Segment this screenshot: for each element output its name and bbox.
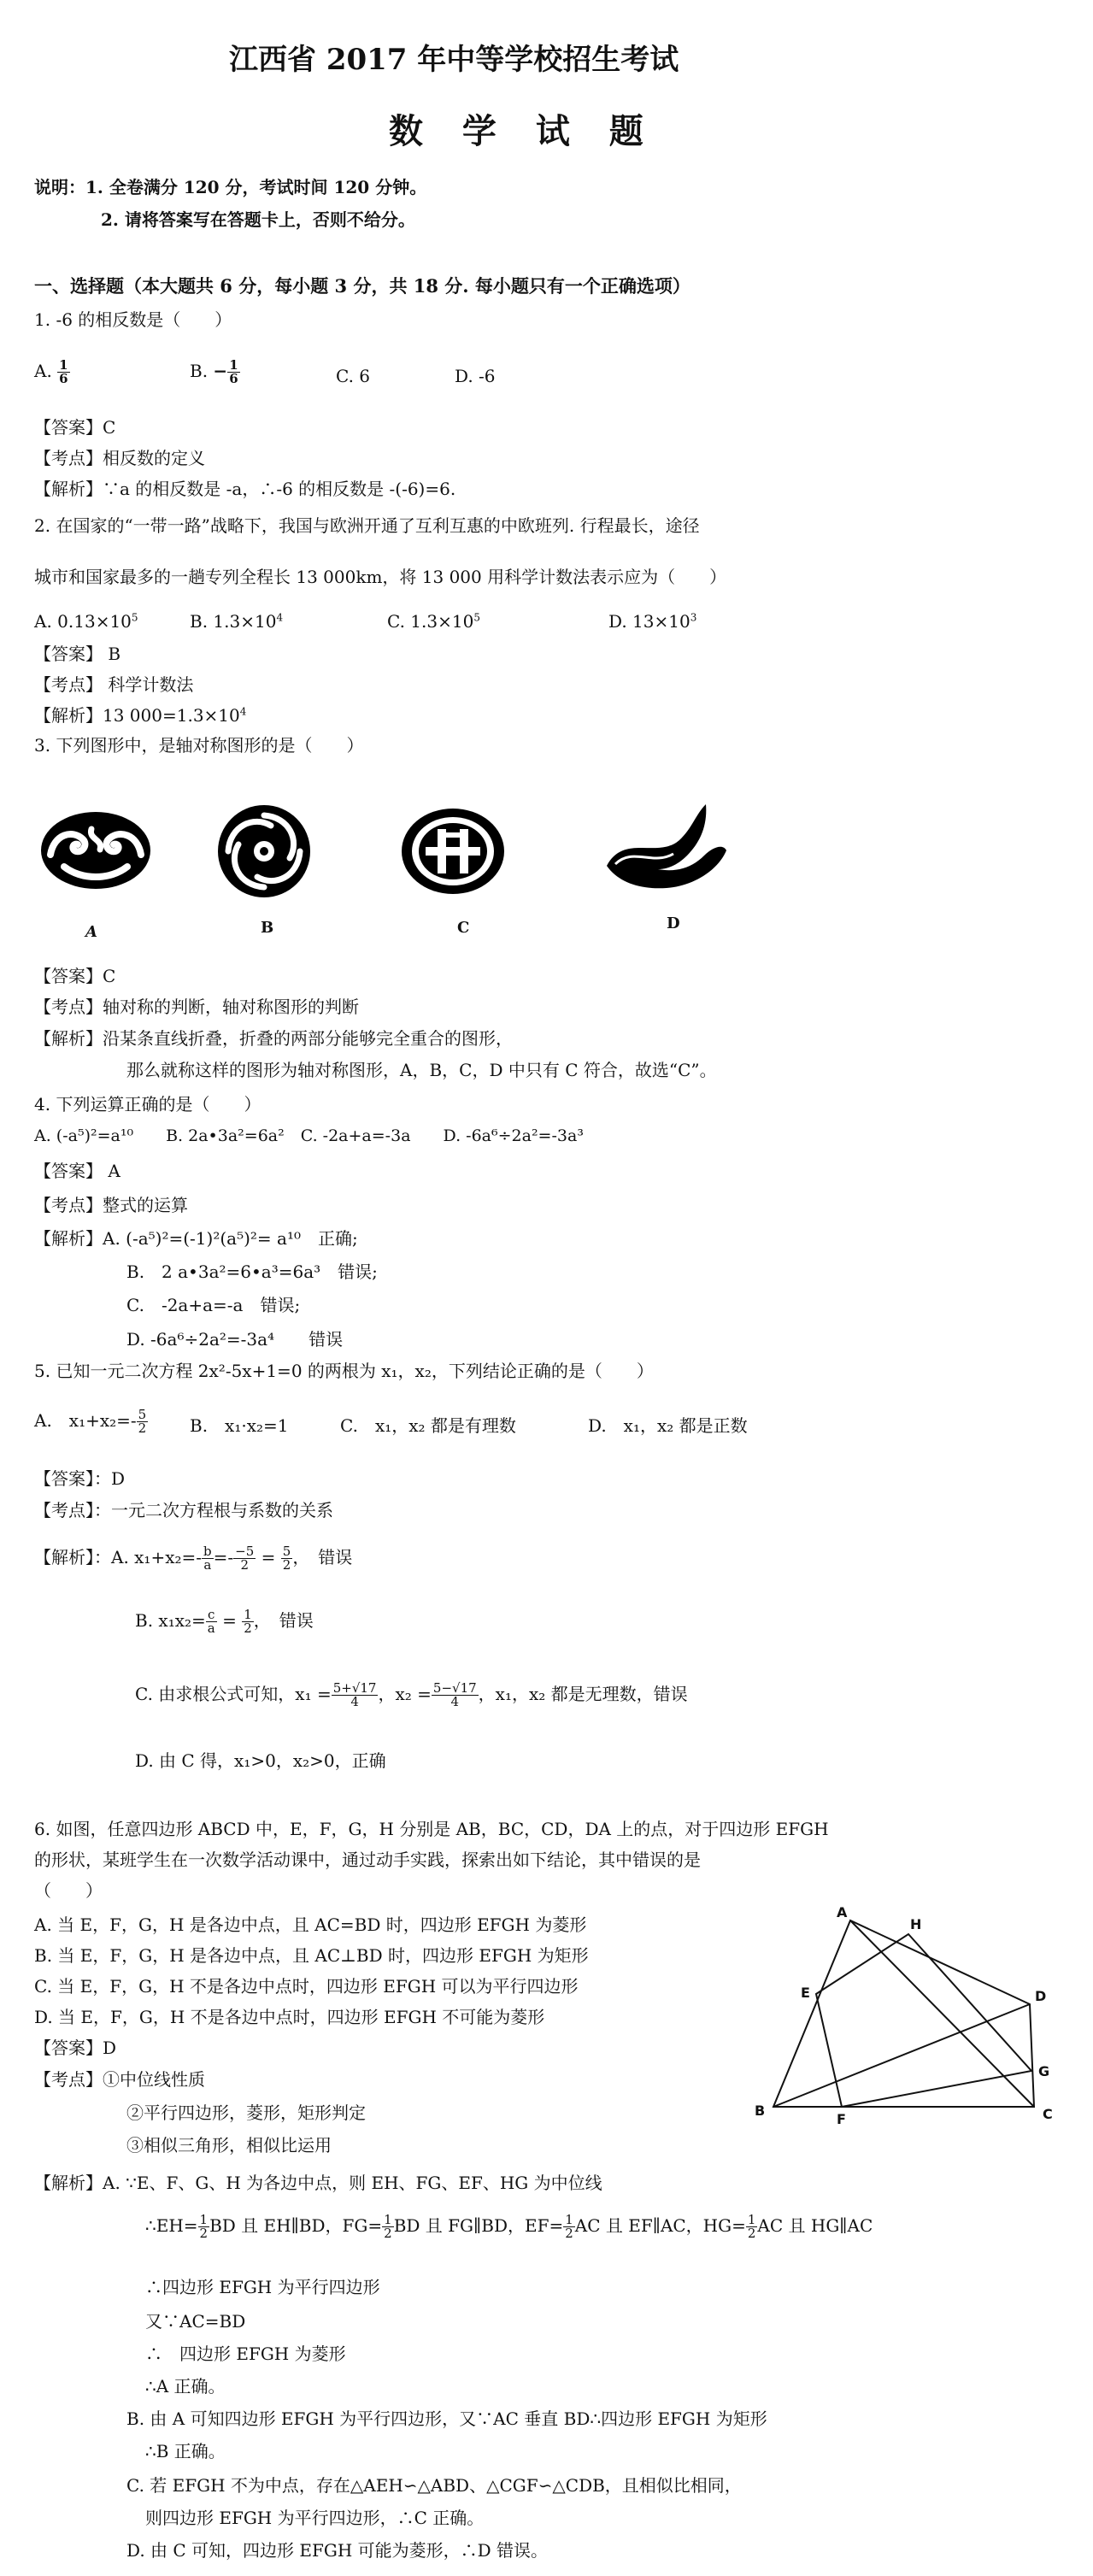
q6-analysis-3: ∴四边形 EFGH 为平行四边形 [145, 2277, 380, 2297]
q6-analysis-5: ∴ 四边形 EFGH 为菱形 [145, 2344, 346, 2364]
q1-option-a: A. $\frac{1}{6}$ [34, 357, 68, 386]
q4-analysis-b: B. 2 a•3a²=6•a³=6a³ 错误; [126, 1262, 378, 1282]
q5-analysis-c: C. 由求根公式可知，x₁ = $\frac{5+√17}{4}$ ，x₂ = $\frac{5-√17}{4}$ ，x₁，x₂ 都是无理数，错误 [135, 1680, 688, 1709]
q6-stem-1: 6. 如图，任意四边形 ABCD 中，E，F，G，H 分别是 AB，BC，CD，DA 上的点，对于四边形 EFGH [34, 1819, 829, 1839]
q2-answer: 【答案】 B [34, 644, 121, 664]
q6-analysis-b2: ∴B 正确。 [145, 2441, 226, 2461]
label-f: F [837, 2111, 846, 2127]
q6-option-d: D. 当 E，F，G，H 不是各边中点时，四边形 EFGH 不可能为菱形 [34, 2007, 545, 2027]
q4-analysis-d: D. -6a⁶÷2a²=-3a⁴ 错误 [126, 1329, 344, 1350]
q6-analysis-c1: C. 若 EFGH 不为中点，存在△AEH∽△ABD、△CGF∽△CDB，且相似比相同， [126, 2475, 742, 2496]
q6-stem-3: （ ） [34, 1880, 103, 1901]
q6-analysis-c2: 则四边形 EFGH 为平行四边形，∴C 正确。 [145, 2508, 485, 2528]
q5-option-c: C. x₁，x₂ 都是有理数 [340, 1415, 516, 1436]
q2-option-d: D. $13\times 10^3$ [608, 611, 697, 632]
q4-options: A. (-a⁵)²=a¹⁰ B. 2a•3a²=6a² C. -2a+a=-3a D. -6a⁶÷2a²=-3a³ [34, 1126, 584, 1145]
q5-analysis-b: B. x₁x₂= $\frac{c}{a}$ = $\frac{1}{2}$ ， 错误 [135, 1607, 314, 1636]
q5-stem: 5. 已知一元二次方程 2x²-5x+1=0 的两根为 x₁，x₂，下列结论正确的是（ ） [34, 1361, 654, 1381]
q6-analysis-4: 又∵AC=BD [145, 2311, 246, 2332]
q1-option-d: D. -6 [455, 366, 496, 386]
label-d: D [1035, 1988, 1047, 2004]
diagonal-bd [773, 2004, 1030, 2107]
logo-a-icon [38, 810, 154, 904]
logo-c-icon [400, 807, 506, 896]
q3-analysis-2: 那么就称这样的图形为轴对称图形，A，B，C，D 中只有 C 符合，故选“C”。 [126, 1060, 717, 1080]
q1-answer: 【答案】C [34, 417, 116, 438]
label-a: A [837, 1904, 848, 1920]
quadrilateral-abcd [773, 1920, 1034, 2107]
q6-analysis-2: ∴EH= $\frac{1}{2}$ BD 且 EH∥BD，FG= $\frac{1}{2}$ BD 且 FG∥BD，EF= $\frac{1}{2}$ AC 且 EF∥AC，HG= $\frac{1}{2}$ AC 且 HG∥AC [145, 2212, 873, 2241]
q6-stem-2: 的形状，某班学生在一次数学活动课中，通过动手实践，探索出如下结论，其中错误的是 [34, 1850, 701, 1870]
q6-point-3: ③相似三角形，相似比运用 [126, 2135, 332, 2155]
q4-stem: 4. 下列运算正确的是（ ） [34, 1094, 261, 1115]
exam-title: 江西省 2017 年中等学校招生考试 [229, 43, 679, 77]
q2-option-a: A. $0.13\times 10^5$ [34, 611, 138, 632]
logo-d-icon [598, 799, 731, 897]
label-g: G [1038, 2063, 1050, 2079]
q3-label-c: C [457, 919, 470, 937]
q5-point: 【考点】：一元二次方程根与系数的关系 [34, 1500, 333, 1520]
q1-option-b: B. − $\frac{1}{6}$ [190, 357, 238, 386]
q2-point: 【考点】 科学计数法 [34, 674, 194, 695]
quadrilateral-figure [748, 1902, 1072, 2128]
q5-analysis-a: 【解析】：A. x₁+x₂=- $\frac{b}{a}$ =- $\frac{-5}{2}$ = $\frac{5}{2}$ ， 错误 [34, 1544, 353, 1573]
q6-analysis-d: D. 由 C 可知，四边形 EFGH 可能为菱形，∴D 错误。 [126, 2540, 549, 2561]
quadrilateral-efgh [816, 1934, 1031, 2107]
q5-option-b: B. x₁·x₂=1 [190, 1415, 289, 1436]
q4-point: 【考点】整式的运算 [34, 1195, 188, 1215]
notes-line-2: 2. 请将答案写在答题卡上，否则不给分。 [101, 209, 415, 230]
q2-option-b: B. $1.3\times 10^4$ [190, 611, 284, 632]
q4-answer: 【答案】 A [34, 1161, 120, 1181]
q1-option-c: C. 6 [336, 366, 371, 386]
notes-line-1: 1. 全卷满分 120 分，考试时间 120 分钟。 [85, 177, 427, 197]
q5-answer: 【答案】：D [34, 1468, 126, 1489]
q4-analysis-c: C. -2a+a=-a 错误; [126, 1295, 301, 1315]
q1-point: 【考点】相反数的定义 [34, 448, 205, 468]
q3-analysis-1: 【解析】沿某条直线折叠，折叠的两部分能够完全重合的图形， [34, 1028, 513, 1049]
label-b: B [755, 2103, 766, 2119]
q3-stem: 3. 下列图形中，是轴对称图形的是（ ） [34, 735, 364, 756]
q6-point-1: 【考点】①中位线性质 [34, 2069, 205, 2090]
q4-analysis-a: 【解析】A. (-a⁵)²=(-1)²(a⁵)²= a¹⁰ 正确; [34, 1228, 358, 1249]
q6-answer: 【答案】D [34, 2038, 117, 2058]
q5-analysis-d: D. 由 C 得，x₁>0，x₂>0，正确 [135, 1750, 386, 1771]
q6-analysis-1: 【解析】A. ∵E、F、G、H 为各边中点，则 EH、FG、EF、HG 为中位线 [34, 2173, 602, 2193]
q3-label-b: B [261, 919, 274, 937]
label-c: C [1043, 2106, 1053, 2122]
notes-label: 说明： [34, 177, 85, 197]
q6-option-a: A. 当 E，F，G，H 是各边中点，且 AC=BD 时，四边形 EFGH 为菱形 [34, 1914, 587, 1935]
q1-analysis: 【解析】∵a 的相反数是 -a，∴-6 的相反数是 -(-6)=6. [34, 479, 456, 499]
q5-option-a: A. x₁+x₂=- $\frac{5}{2}$ [34, 1407, 147, 1436]
q3-point: 【考点】轴对称的判断，轴对称图形的判断 [34, 997, 359, 1017]
label-e: E [801, 1985, 810, 2001]
q3-label-a: A [85, 923, 97, 941]
q2-option-c: C. $1.3\times 10^5$ [387, 611, 480, 632]
q2-analysis: 【解析】13 $000=1.3\times 10^4$ [34, 705, 247, 726]
q3-answer: 【答案】C [34, 966, 116, 986]
q2-stem-2: 城市和国家最多的一趟专列全程长 13 000km，将 13 000 用科学计数法表示应为（ ） [34, 567, 727, 587]
q6-analysis-b1: B. 由 A 可知四边形 EFGH 为平行四边形，又∵AC 垂直 BD∴四边形 EFGH 为矩形 [126, 2408, 767, 2429]
section-title: 一、选择题（本大题共 6 分，每小题 3 分，共 18 分. 每小题只有一个正确选项） [34, 275, 690, 297]
q6-analysis-6: ∴A 正确。 [145, 2376, 226, 2397]
q2-stem-1: 2. 在国家的“一带一路”战略下，我国与欧洲开通了互利互惠的中欧班列. 行程最长，途径 [34, 515, 700, 536]
label-h: H [910, 1916, 922, 1932]
q3-label-d: D [667, 915, 680, 932]
exam-subtitle: 数 学 试 题 [389, 111, 657, 151]
q6-point-2: ②平行四边形，菱形，矩形判定 [126, 2103, 366, 2123]
q6-option-c: C. 当 E，F，G，H 不是各边中点时，四边形 EFGH 可以为平行四边形 [34, 1976, 579, 1997]
q6-option-b: B. 当 E，F，G，H 是各边中点，且 AC⊥BD 时，四边形 EFGH 为矩形 [34, 1945, 589, 1966]
q5-option-d: D. x₁，x₂ 都是正数 [588, 1415, 748, 1436]
logo-b-icon [216, 803, 312, 899]
q1-stem: 1. -6 的相反数是（ ） [34, 309, 232, 330]
